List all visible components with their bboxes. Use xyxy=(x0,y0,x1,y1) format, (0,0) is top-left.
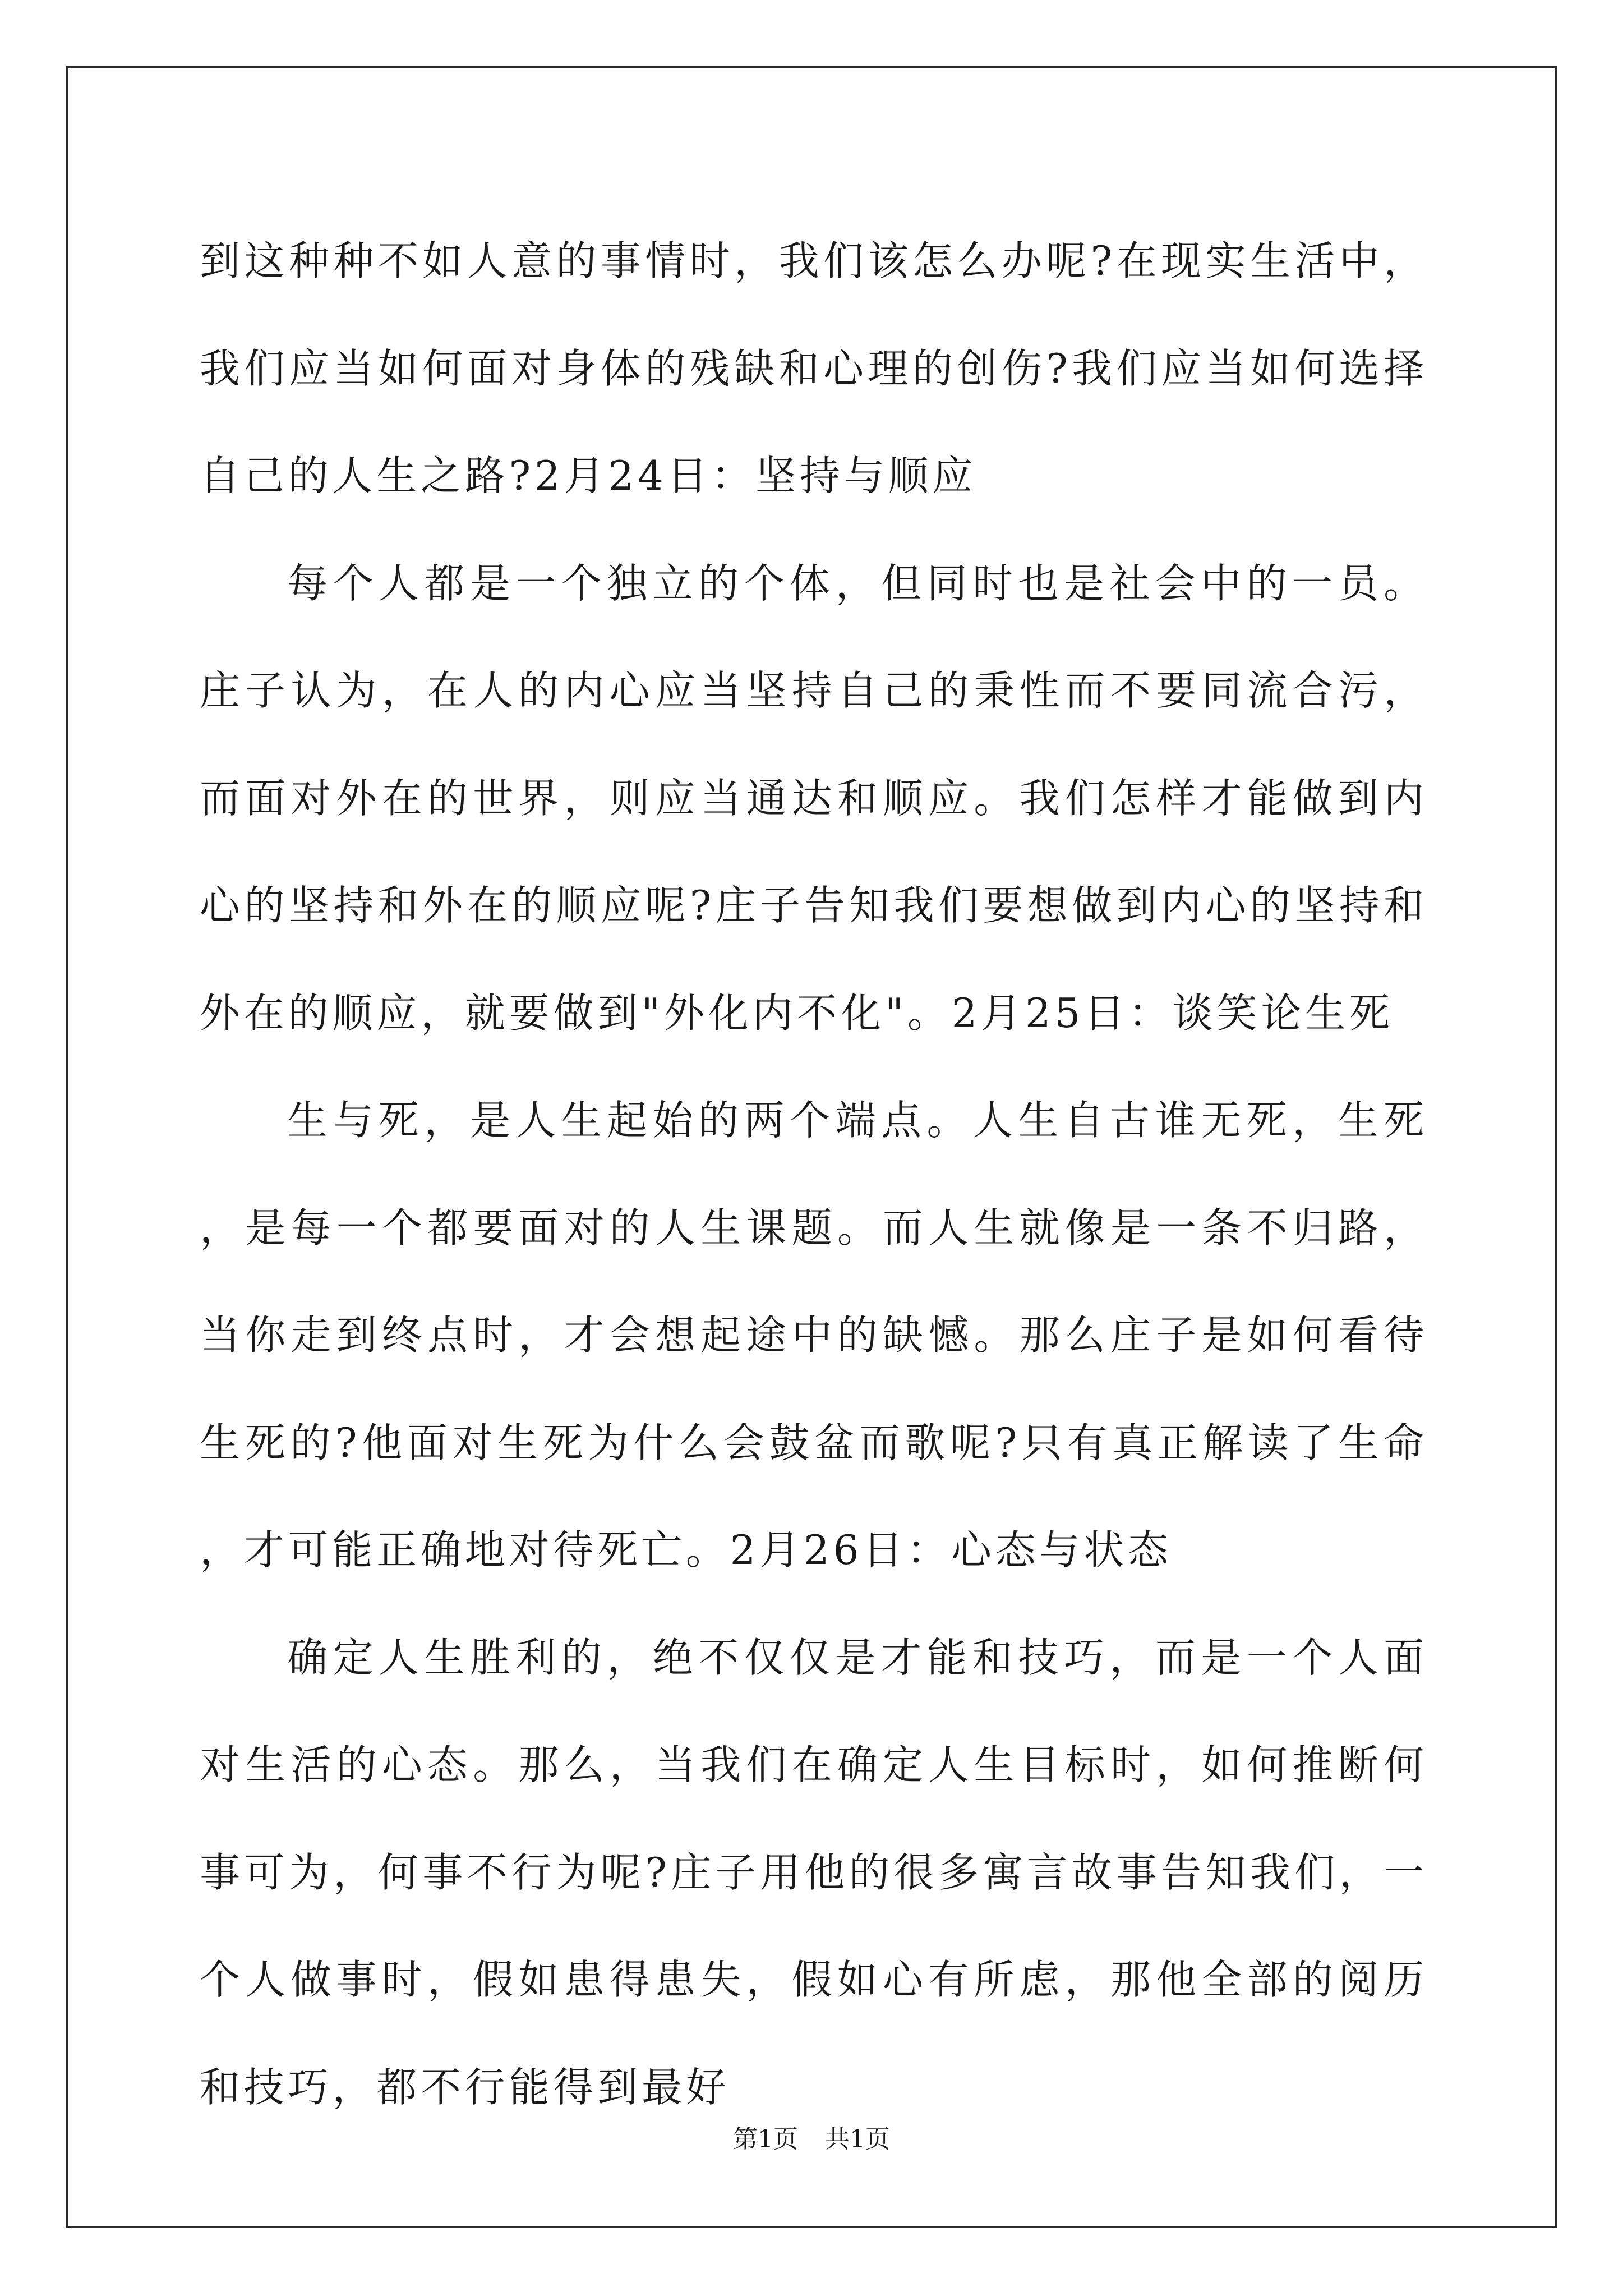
paragraph-4: 确定人生胜利的，绝不仅仅是才能和技巧，而是一个人面对生活的心态。那么，当我们在确定人生目标时，如何推断何事可为，何事不行为呢?庄子用他的很多寓言故事告知我们，一个人做事时，假如患得患失，假如心有所虑，那他全部的阅历和技巧，都不行能得到最好 xyxy=(200,1634,1428,2111)
paragraph-2: 每个人都是一个独立的个体，但同时也是社会中的一员。庄子认为，在人的内心应当坚持自己的秉性而不要同流合污，而面对外在的世界，则应当通达和顺应。我们怎样才能做到内心的坚持和外在的顺应呢?庄子告知我们要想做到内心的坚持和外在的顺应，就要做到"外化内不化"。2月25日：谈笑论生死 xyxy=(200,559,1428,1037)
paragraph-3: 生与死，是人生起始的两个端点。人生自古谁无死，生死，是每一个都要面对的人生课题。而人生就像是一条不归路，当你走到终点时，才会想起途中的缺憾。那么庄子是如何看待生死的?他面对生死为什么会鼓盆而歌呢?只有真正解读了生命，才可能正确地对待死亡。2月26日：心态与状态 xyxy=(200,1097,1428,1573)
page-number: 第1页 xyxy=(733,2125,798,2154)
page-footer xyxy=(0,2124,1623,2155)
document-body xyxy=(200,208,1428,2141)
paragraph-1: 到这种种不如人意的事情时，我们该怎么办呢?在现实生活中，我们应当如何面对身体的残缺和心理的创伤?我们应当如何选择自己的人生之路?2月24日：坚持与顺应 xyxy=(200,237,1428,499)
page-total: 共1页 xyxy=(825,2125,890,2154)
